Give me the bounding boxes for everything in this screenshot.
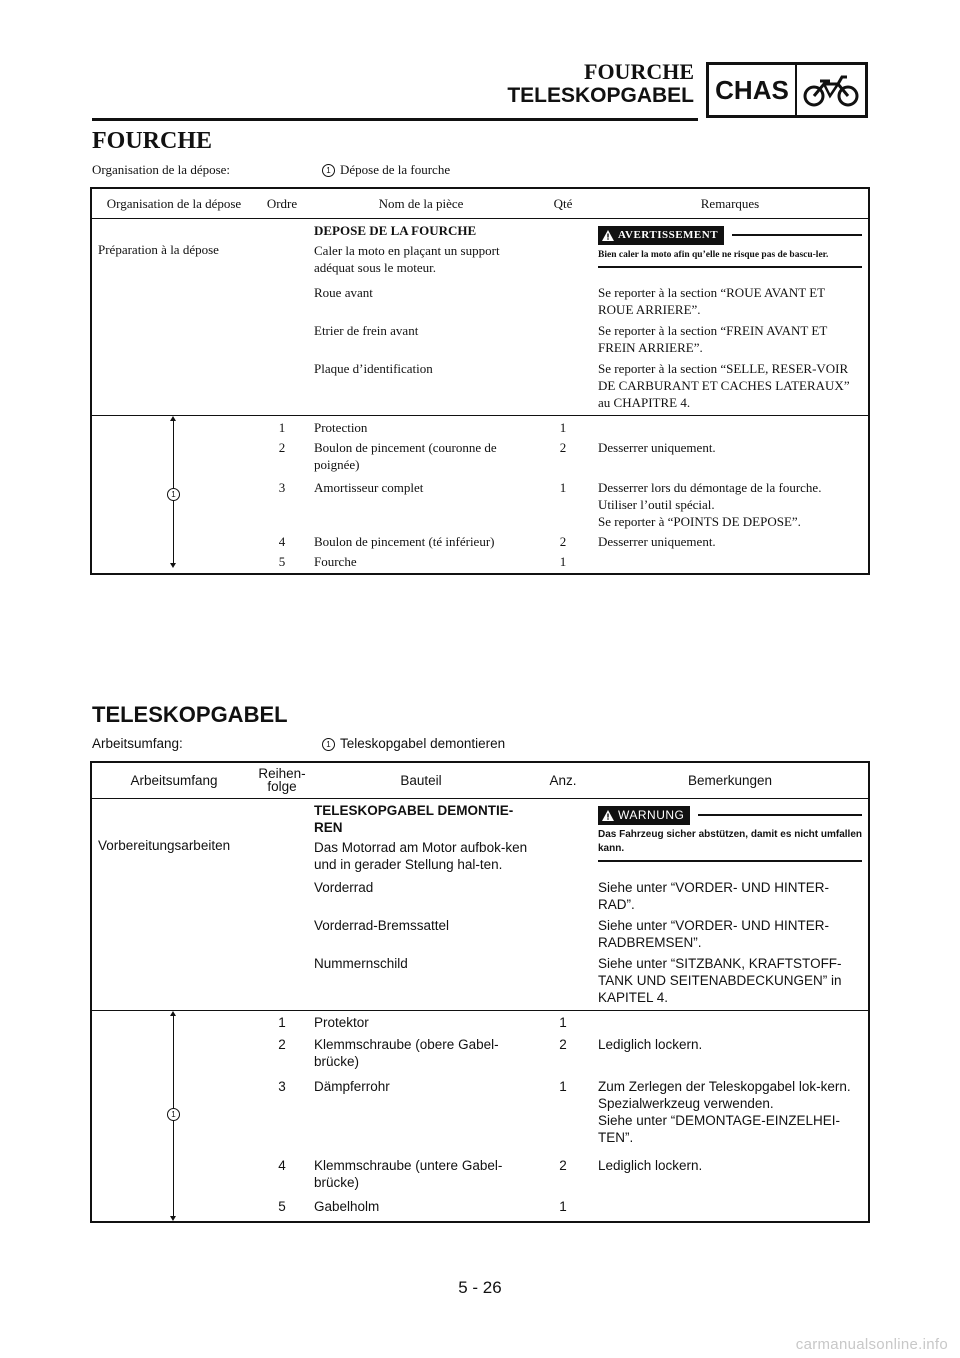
sequence-bracket	[92, 416, 256, 568]
qty: 1	[534, 1010, 592, 1033]
header-titles	[507, 60, 694, 108]
table-row	[91, 318, 869, 356]
prep-cell	[308, 798, 534, 873]
part-name: Klemmschraube (obere Gabel-brücke)	[314, 1036, 499, 1069]
col-header: Organisation de la dépose	[91, 188, 256, 218]
order: 3	[278, 479, 286, 495]
part-name: Nummernschild	[314, 955, 408, 971]
part-name: Amortisseur complet	[314, 479, 424, 495]
part-name: Roue avant	[314, 284, 373, 300]
org-value-de	[322, 736, 505, 751]
org-value-fr	[322, 162, 450, 178]
qty: 1	[559, 479, 567, 495]
prep-cell	[308, 218, 534, 276]
qty: 2	[559, 533, 567, 549]
order: 4	[278, 533, 286, 549]
warning-text: Bien caler la moto afin qu’elle ne risque pas de bascu-ler.	[598, 249, 829, 260]
remark: Siehe unter “DEMONTAGE-EINZELHEI-TEN”.	[598, 1112, 841, 1145]
warning-icon	[602, 230, 614, 241]
prep-label: Préparation à la dépose	[98, 241, 219, 257]
table-row	[91, 415, 869, 436]
header-title-fr: FOURCHE	[584, 59, 694, 84]
qty: 2	[559, 1036, 567, 1052]
table-row	[91, 873, 869, 913]
org-label-de: Arbeitsumfang:	[92, 736, 183, 751]
org-line-fr	[92, 162, 451, 178]
org-value-text: Teleskopgabel demontieren	[340, 736, 506, 751]
sequence-bracket	[92, 1011, 256, 1221]
col-header: Reihen-folge	[256, 762, 308, 798]
remark: Desserrer lors du démontage de la fourche.	[598, 479, 822, 495]
remark: Se reporter à la section “ROUE AVANT ET ROUE ARRIERE”.	[598, 284, 825, 317]
warning-label	[598, 806, 690, 825]
bracket-number: 1	[167, 488, 180, 501]
warning-text: Das Fahrzeug sicher abstützen, damit es nicht umfallen kann.	[598, 828, 862, 854]
remark: Lediglich lockern.	[598, 1158, 703, 1174]
remark-cell	[592, 473, 869, 530]
watermark: carmanualsonline.info	[795, 1336, 948, 1353]
qty: 1	[559, 553, 567, 569]
table-row	[91, 798, 869, 873]
header-title-de: TELESKOPGABEL	[507, 84, 694, 107]
qty: 1	[559, 1198, 567, 1214]
org-label-fr: Organisation de la dépose:	[92, 162, 231, 177]
warning-box	[598, 806, 862, 862]
order: 1	[256, 1010, 308, 1033]
table-header-row	[91, 762, 869, 798]
part-name: Fourche	[314, 553, 357, 569]
circled-number: 1	[322, 738, 335, 751]
warning-label-text: WARNUNG	[618, 807, 685, 822]
col-header: Arbeitsumfang	[91, 762, 256, 798]
org-value-text: Dépose de la fourche	[340, 162, 451, 177]
table-row	[91, 1010, 869, 1033]
warning-box	[598, 226, 862, 268]
remark	[592, 415, 869, 436]
warning-label-text: AVERTISSEMENT	[618, 228, 719, 241]
order: 4	[278, 1158, 286, 1174]
prep-label: Vorbereitungsarbeiten	[98, 837, 231, 853]
col-header: Anz.	[534, 762, 592, 798]
remark: Siehe unter “SITZBANK, KRAFTSTOFF-TANK UND SEITENABDECKUNGEN” in KAPITEL 4.	[598, 955, 842, 1005]
warning-cell	[592, 798, 869, 873]
table-row	[91, 913, 869, 951]
qty: 2	[559, 1158, 567, 1174]
col-header: Remarques	[592, 188, 869, 218]
warning-icon	[602, 810, 614, 821]
order: 2	[278, 439, 286, 455]
remark: Zum Zerlegen der Teleskopgabel lok-kern.	[598, 1078, 851, 1094]
col-header: Bemerkungen	[592, 762, 869, 798]
remark: Lediglich lockern.	[598, 1036, 703, 1052]
remark: Se reporter à la section “SELLE, RESER-VOIR DE CARBURANT ET CACHES LATERAUX” au CHAPITRE 4.	[598, 360, 850, 410]
remark: Se reporter à “POINTS DE DEPOSE”.	[598, 513, 801, 529]
remark-cell	[592, 1074, 869, 1154]
prep-title: TELESKOPGABEL DEMONTIE-REN	[314, 802, 514, 835]
page-number: 5 - 26	[458, 1278, 502, 1297]
sequence-bracket-cell	[91, 415, 256, 574]
org-line-de	[92, 736, 506, 751]
bracket-number: 1	[167, 1108, 180, 1121]
remark	[592, 1195, 869, 1222]
part-name: Boulon de pincement (couronne de poignée)	[314, 439, 497, 472]
removal-table-de	[90, 761, 870, 1223]
remark: Desserrer uniquement.	[598, 533, 716, 549]
table-header-row	[91, 188, 869, 218]
motorcycle-icon	[797, 65, 865, 115]
part-name: Gabelholm	[314, 1198, 380, 1214]
table-row	[91, 276, 869, 318]
prep-title: DEPOSE DE LA FOURCHE	[314, 222, 477, 238]
remark: Se reporter à la section “FREIN AVANT ET FREIN ARRIERE”.	[598, 322, 828, 355]
part-name: Boulon de pincement (té inférieur)	[314, 533, 495, 549]
part-name: Klemmschraube (untere Gabel-brücke)	[314, 1158, 503, 1191]
remark	[592, 1010, 869, 1033]
remark	[592, 550, 869, 574]
part-name: Dämpferrohr	[314, 1078, 390, 1094]
col-header: Qté	[534, 188, 592, 218]
order: 3	[278, 1078, 286, 1094]
sequence-bracket-cell	[91, 1010, 256, 1222]
part-name: Vorderrad-Bremssattel	[314, 917, 450, 933]
table-row	[91, 356, 869, 416]
qty: 1	[534, 415, 592, 436]
remark: Siehe unter “VORDER- UND HINTER-RAD”.	[598, 879, 830, 912]
order: 5	[278, 1198, 286, 1214]
remark: Siehe unter “VORDER- UND HINTER-RADBREMSEN”.	[598, 917, 830, 950]
col-header: Bauteil	[308, 762, 534, 798]
circled-number: 1	[322, 164, 335, 177]
warning-label	[598, 226, 724, 245]
order: 2	[278, 1036, 286, 1052]
part-name: Plaque d’identification	[314, 360, 433, 376]
table-row	[91, 218, 869, 276]
col-header: Nom de la pièce	[308, 188, 534, 218]
chapter-badge	[706, 62, 868, 118]
removal-table-fr	[90, 187, 870, 575]
chapter-badge-label: CHAS	[709, 65, 797, 115]
remark: Desserrer uniquement.	[598, 439, 716, 455]
prep-item: Caler la moto en plaçant un support adéquat sous le moteur.	[314, 242, 500, 275]
section-title-de: TELESKOPGABEL	[92, 702, 288, 727]
order: 5	[278, 553, 286, 569]
warning-cell	[592, 218, 869, 276]
section-title-fr: FOURCHE	[92, 128, 212, 154]
prep-item: Das Motorrad am Motor aufbok-ken und in gerader Stellung hal-ten.	[314, 839, 528, 872]
part-name: Etrier de frein avant	[314, 322, 419, 338]
qty: 2	[559, 439, 567, 455]
qty: 1	[559, 1078, 567, 1094]
order: 1	[256, 415, 308, 436]
part-name: Protection	[308, 415, 534, 436]
part-name: Vorderrad	[314, 879, 374, 895]
table-row	[91, 951, 869, 1011]
part-name: Protektor	[308, 1010, 534, 1033]
remark: Utiliser l’outil spécial.	[598, 496, 715, 512]
header-rule	[92, 118, 698, 121]
col-header: Ordre	[256, 188, 308, 218]
remark: Spezialwerkzeug verwenden.	[598, 1095, 774, 1111]
